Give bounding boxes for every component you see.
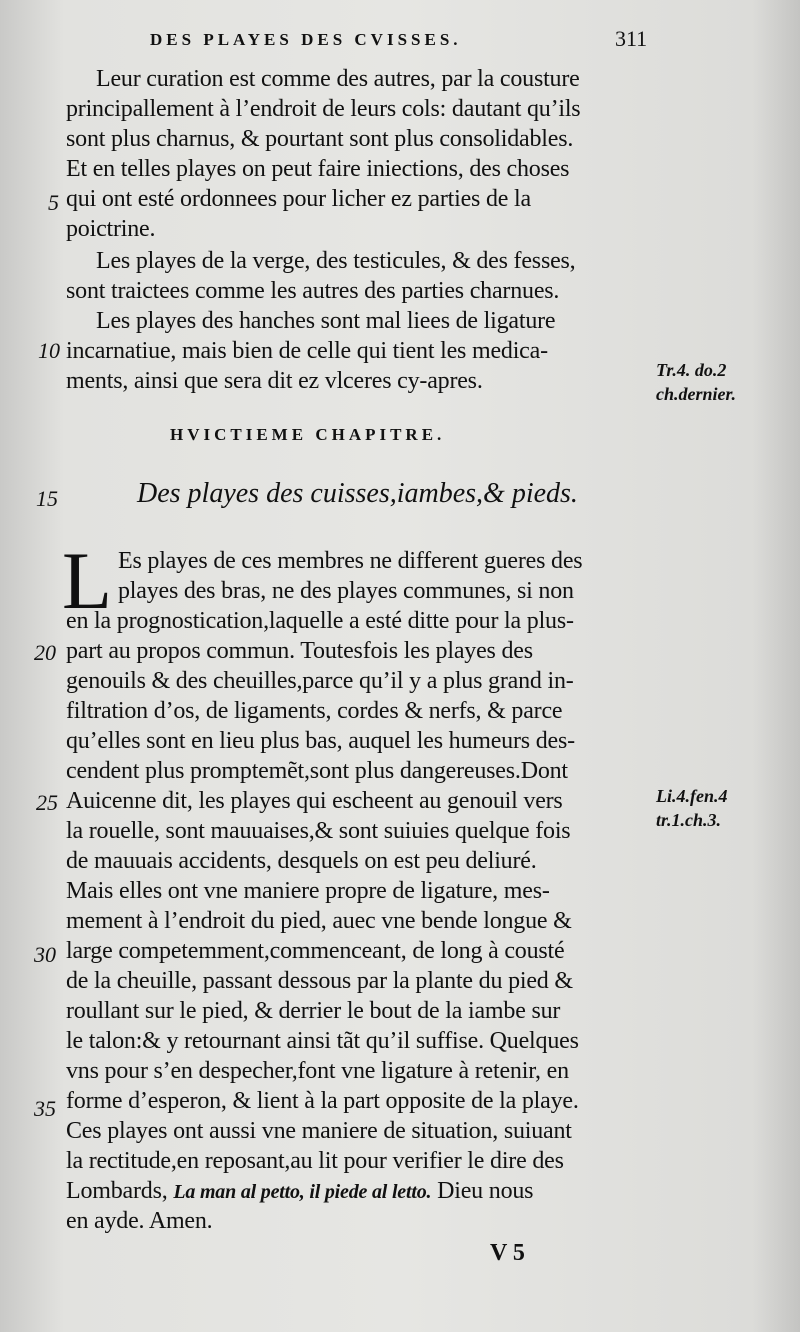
text-line: filtration d’os, de ligaments, cordes & nerfs, & parce (66, 698, 563, 724)
text-line: Mais elles ont vne maniere propre de ligature, mes- (66, 878, 550, 904)
text-line: poictrine. (66, 216, 156, 242)
text-line: incarnatiue, mais bien de celle qui tient les medica- (66, 338, 548, 364)
text-line: part au propos commun. Toutesfois les playes des (66, 638, 533, 664)
text-line: sont traictees comme les autres des parties charnues. (66, 278, 560, 304)
drop-cap: L (62, 535, 113, 626)
text-line: roullant sur le pied, & derrier le bout de la iambe sur (66, 998, 561, 1024)
page-number: 311 (615, 26, 648, 51)
text-line: principallement à l’endroit de leurs cols: dautant qu’ils (66, 96, 581, 122)
line-number: 25 (36, 790, 58, 815)
margin-note-line: Li.4.fen.4 (656, 786, 728, 806)
text-line: qui ont esté ordonnees pour licher ez parties de la (66, 186, 531, 212)
chapter-heading: HVICTIEME CHAPITRE. (170, 425, 446, 444)
text-line: Les playes des hanches sont mal liees de ligature (96, 308, 556, 334)
text-line: qu’elles sont en lieu plus bas, auquel les humeurs des- (66, 728, 575, 754)
text-line: Et en telles playes on peut faire iniections, des choses (66, 156, 570, 182)
text-line: Ces playes ont aussi vne maniere de situation, suiuant (66, 1118, 572, 1144)
text-line: mement à l’endroit du pied, auec vne bende longue & (66, 908, 572, 934)
signature-mark: V 5 (490, 1240, 525, 1266)
line-number: 5 (48, 190, 59, 215)
running-title: DES PLAYES DES CVISSES. (150, 30, 462, 49)
text-line-mixed (66, 1176, 533, 1207)
text-line: sont plus charnus, & pourtant sont plus consolidables. (66, 126, 574, 152)
margin-note-line: tr.1.ch.3. (656, 810, 722, 830)
text-line: Auicenne dit, les playes qui escheent au genouil vers (66, 788, 563, 814)
chapter-title: Des playes des cuisses,iambes,& pieds. (137, 478, 578, 509)
text-span: Dieu nous (437, 1178, 534, 1204)
text-line: de mauuais accidents, desquels on est peu deliuré. (66, 848, 537, 874)
line-number: 20 (34, 640, 56, 665)
line-number: 35 (34, 1096, 56, 1121)
margin-note-line: ch.dernier. (656, 384, 737, 404)
line-number: 10 (38, 338, 60, 363)
text-line: genouils & des cheuilles,parce qu’il y a plus grand in- (66, 668, 574, 694)
text-line: cendent plus promptemẽt,sont plus dangereuses.Dont (66, 758, 568, 784)
text-line: ments, ainsi que sera dit ez vlceres cy-apres. (66, 368, 483, 394)
line-number: 15 (36, 486, 58, 511)
italic-proverb: La man al petto, il piede al letto. (173, 1181, 432, 1203)
text-line: forme d’esperon, & lient à la part opposite de la playe. (66, 1088, 579, 1114)
text-line: playes des bras, ne des playes communes, si non (118, 578, 574, 604)
line-number: 30 (34, 942, 56, 967)
text-line: de la cheuille, passant dessous par la plante du pied & (66, 968, 573, 994)
text-line: le talon:& y retournant ainsi tãt qu’il suffise. Quelques (66, 1028, 579, 1054)
text-line: la rectitude,en reposant,au lit pour verifier le dire des (66, 1148, 564, 1174)
text-span: Lombards, (66, 1178, 168, 1204)
text-line: Es playes de ces membres ne different gueres des (118, 548, 583, 574)
margin-note (656, 358, 736, 406)
margin-note (656, 784, 728, 832)
text-line: large competemment,commenceant, de long à cousté (66, 938, 565, 964)
text-line: Les playes de la verge, des testicules, & des fesses, (96, 248, 576, 274)
text-line: Leur curation est comme des autres, par la cousture (96, 66, 580, 92)
text-line: la rouelle, sont mauuaises,& sont suiuies quelque fois (66, 818, 571, 844)
text-line: vns pour s’en despecher,font vne ligature à retenir, en (66, 1058, 569, 1084)
text-line: en la prognostication,laquelle a esté ditte pour la plus- (66, 608, 574, 634)
margin-note-line: Tr.4. do.2 (656, 360, 727, 380)
text-line: en ayde. Amen. (66, 1208, 213, 1234)
